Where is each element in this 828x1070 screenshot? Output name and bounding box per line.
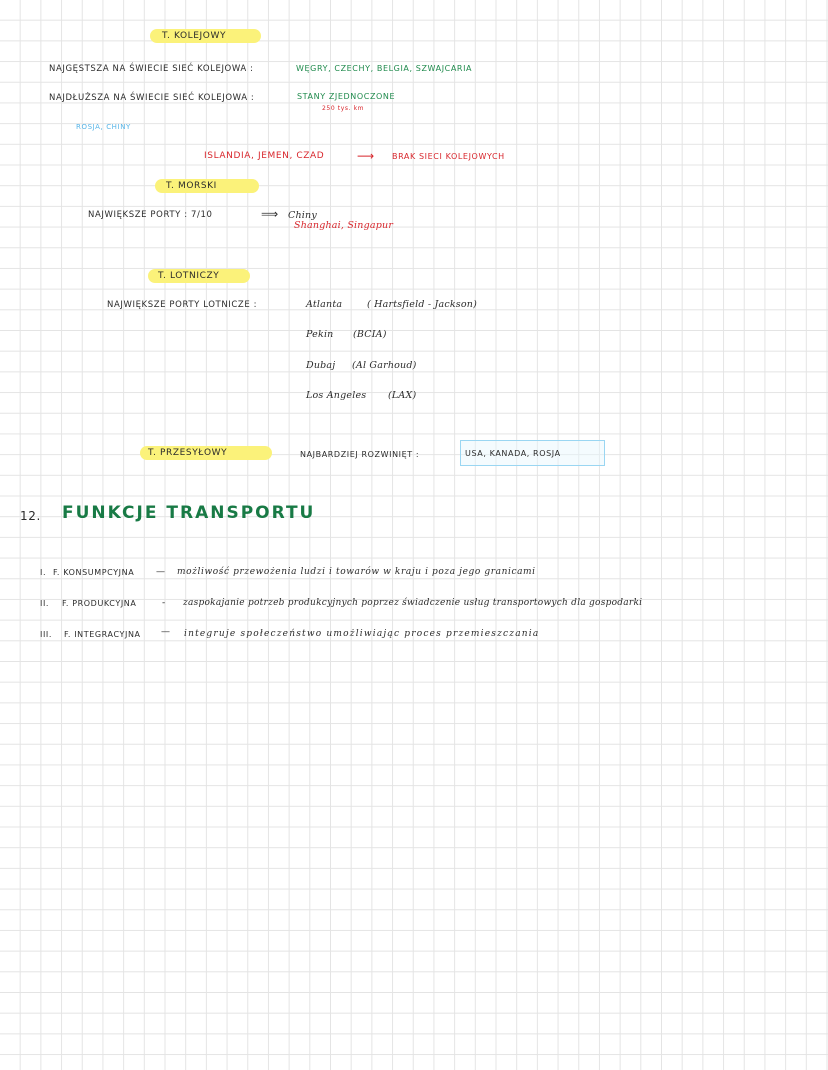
airport-city: Atlanta: [306, 299, 343, 310]
rail-also-countries: ROSJA, CHINY: [76, 123, 131, 131]
function-description: integruje społeczeństwo umożliwiając proces przemieszczania: [184, 629, 540, 639]
airport-city: Los Angeles: [306, 390, 367, 401]
rail-header: T. KOLEJOWY: [162, 31, 227, 41]
rail-arrow: ⟶: [357, 149, 375, 163]
rail-densest-value: WĘGRY, CZECHY, BELGIA, SZWAJCARIA: [296, 64, 473, 73]
rail-longest-value: STANY ZJEDNOCZONE: [297, 92, 396, 101]
airport-code: (BCIA): [353, 329, 387, 340]
sea-country: Chiny: [288, 210, 317, 221]
airport-city: Dubaj: [306, 360, 336, 371]
function-dash: —: [156, 567, 166, 577]
pipeline-header: T. PRZESYŁOWY: [148, 448, 228, 458]
sea-header: T. MORSKI: [166, 181, 217, 191]
airport-code: ( Hartsfield - Jackson): [367, 299, 478, 310]
function-description: zaspokajanie potrzeb produkcyjnych poprzez świadczenie usług transportowych dla gospodarki: [183, 598, 643, 608]
sea-cities: Shanghai, Singapur: [294, 220, 394, 231]
rail-no-network-text: BRAK SIECI KOLEJOWYCH: [392, 152, 505, 161]
air-header: T. LOTNICZY: [158, 271, 220, 281]
air-ports-label: NAJWIĘKSZE PORTY LOTNICZE :: [107, 300, 258, 310]
section-title: FUNKCJE TRANSPORTU: [62, 503, 316, 523]
function-name: F. KONSUMPCYJNA: [53, 568, 135, 577]
function-name: F. INTEGRACYJNA: [64, 630, 141, 639]
function-dash: —: [161, 627, 171, 637]
airport-city: Pekin: [306, 329, 334, 340]
sea-arrow: ⟹: [261, 207, 279, 221]
function-number: I.: [40, 568, 47, 577]
function-dash: -: [162, 598, 166, 608]
rail-densest-label: NAJGĘSTSZA NA ŚWIECIE SIEĆ KOLEJOWA :: [49, 64, 254, 74]
function-number: III.: [40, 630, 53, 639]
airport-code: (LAX): [388, 390, 417, 401]
pipeline-countries: USA, KANADA, ROSJA: [465, 449, 561, 458]
sea-ports-label: NAJWIĘKSZE PORTY : 7/10: [88, 210, 213, 220]
function-name: F. PRODUKCYJNA: [62, 599, 137, 608]
rail-longest-label: NAJDŁUŻSZA NA ŚWIECIE SIEĆ KOLEJOWA :: [49, 93, 255, 103]
function-number: II.: [40, 599, 50, 608]
section-number: 12.: [20, 509, 41, 523]
airport-code: (Al Garhoud): [352, 360, 417, 371]
rail-longest-note: 250 tys. km: [322, 105, 365, 112]
rail-no-network-countries: ISLANDIA, JEMEN, CZAD: [204, 151, 325, 161]
function-description: możliwość przewożenia ludzi i towarów w kraju i poza jego granicami: [177, 567, 536, 577]
pipeline-label: NAJBARDZIEJ ROZWINIĘT :: [300, 450, 420, 459]
